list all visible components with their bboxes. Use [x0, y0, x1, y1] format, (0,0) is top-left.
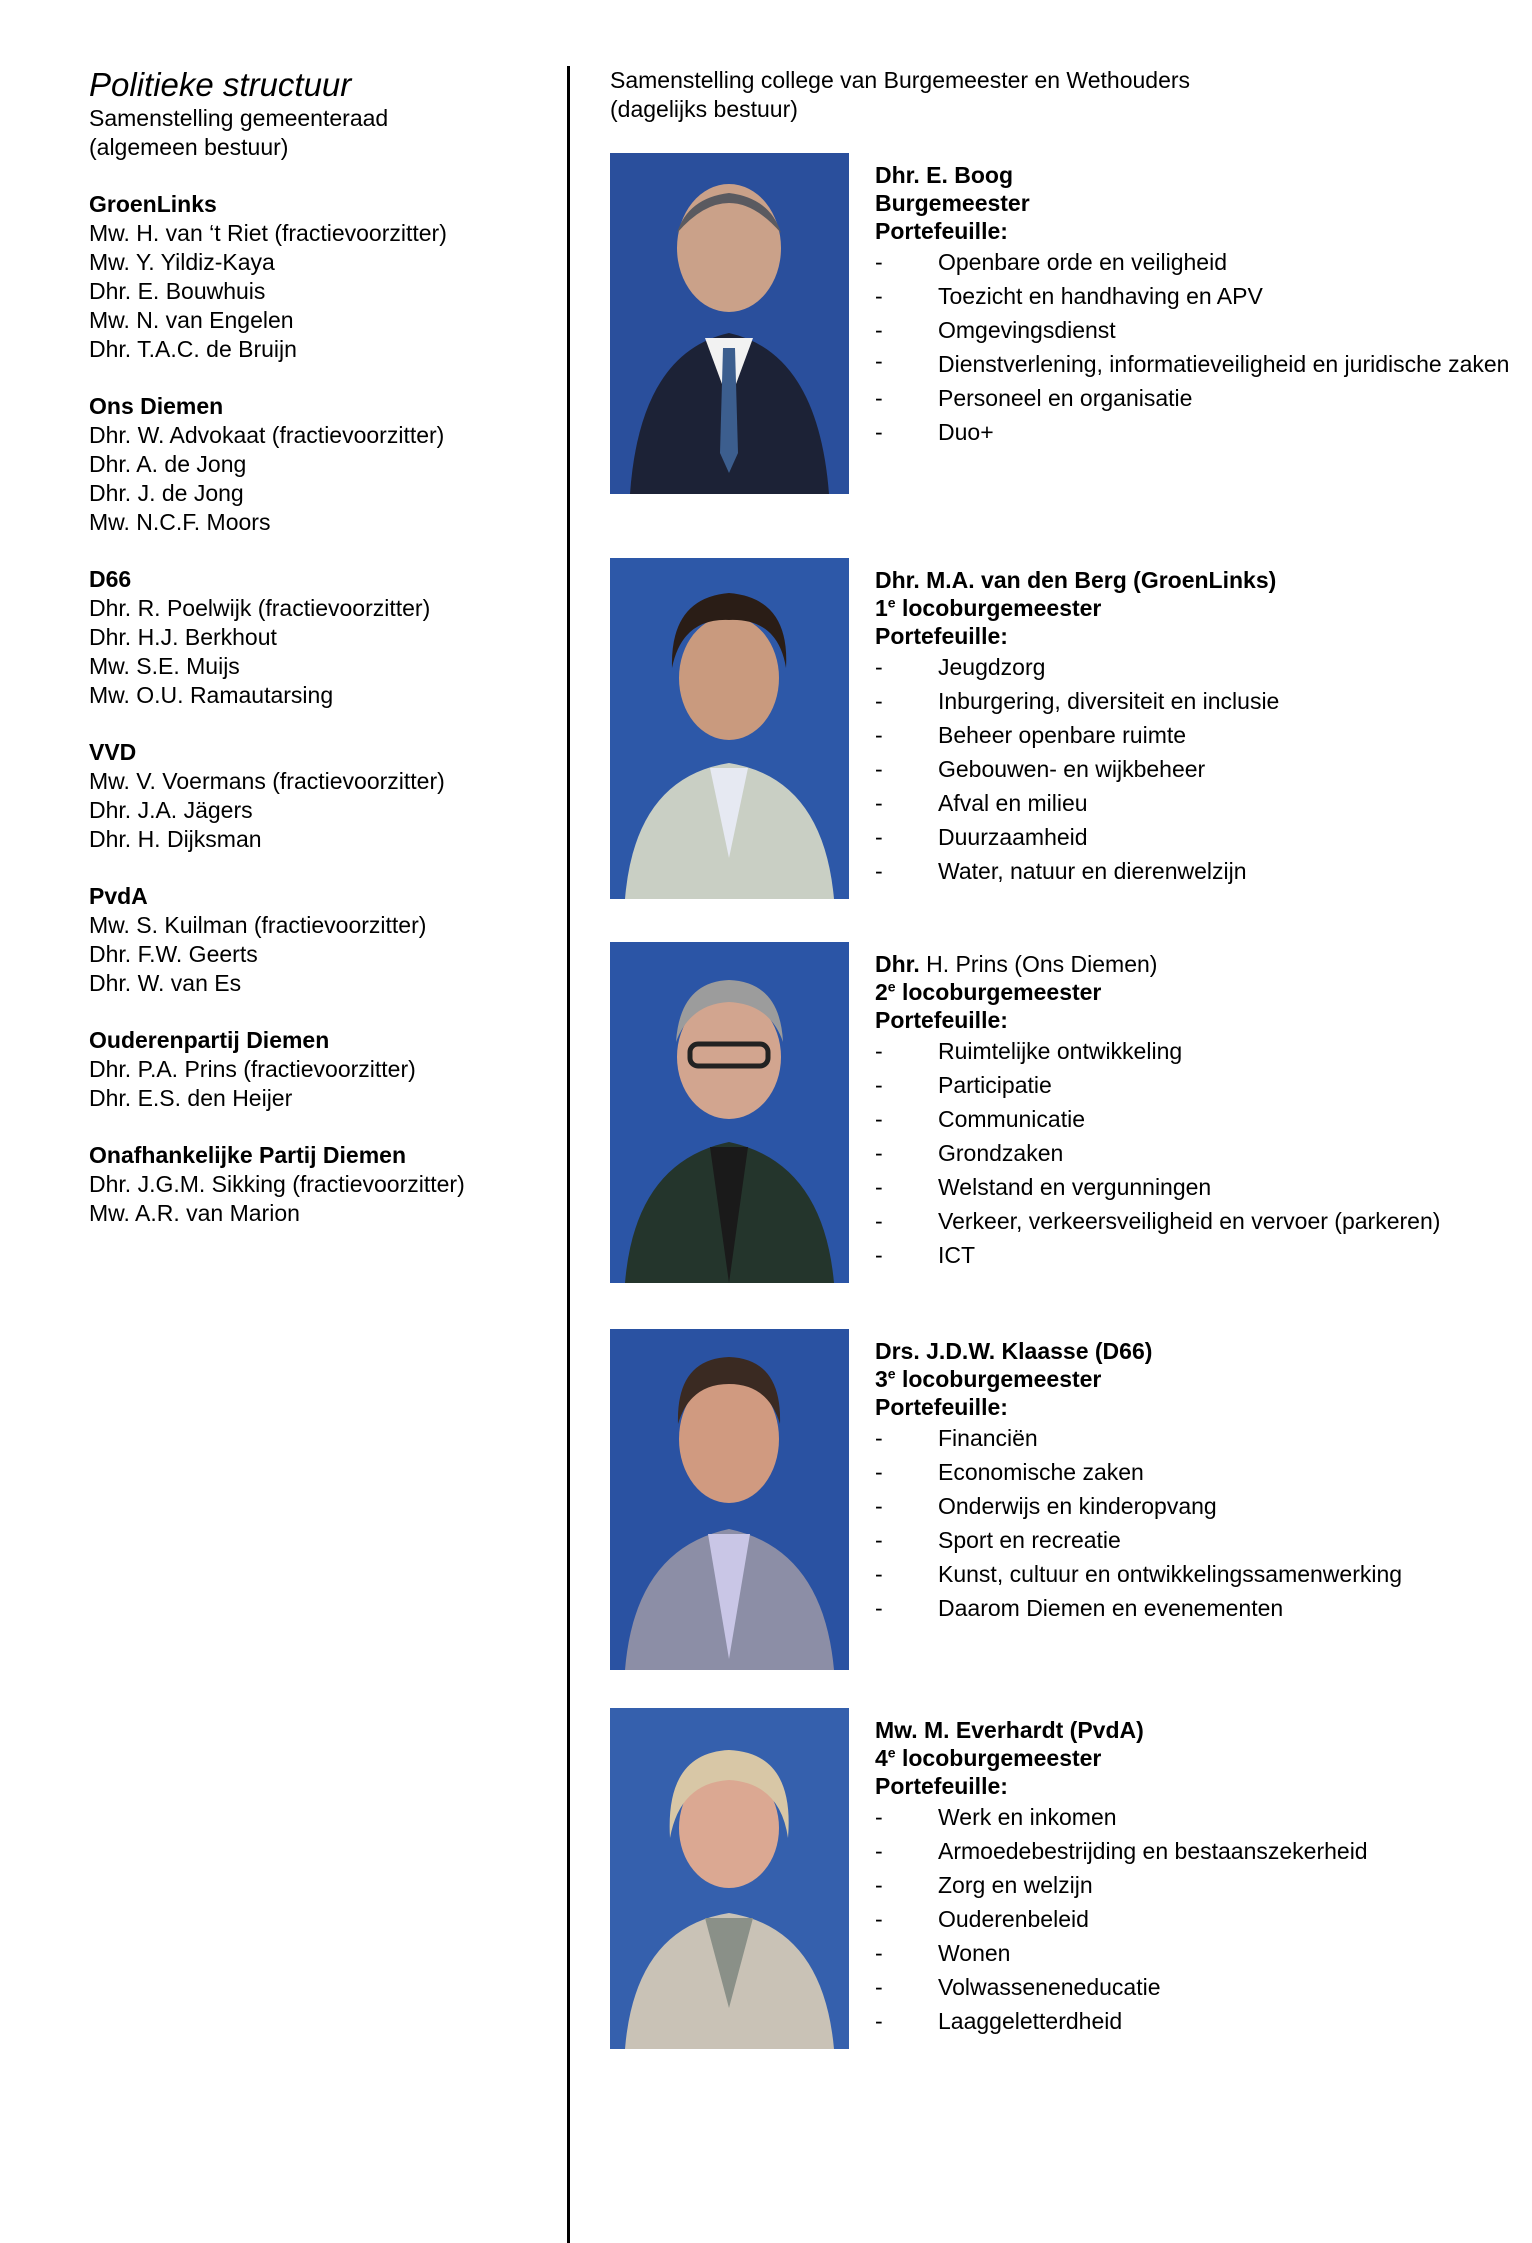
portfolio-item: - Werk en inkomen	[875, 1804, 1117, 1830]
party-pvda	[89, 882, 549, 998]
council-member: Dhr. T.A.C. de Bruijn	[89, 336, 297, 362]
council-member: Dhr. A. de Jong	[89, 451, 247, 477]
council-member: Mw. O.U. Ramautarsing	[89, 682, 334, 708]
portfolio-item: - Dienstverlening, informatieveiligheid en juridische zaken	[875, 348, 1510, 377]
portfolio-list	[875, 1800, 1515, 2038]
party-name: Onafhankelijke Partij Diemen	[89, 1142, 407, 1168]
portfolio-list	[875, 245, 1515, 449]
party-name: Ouderenpartij Diemen	[89, 1027, 330, 1053]
portfolio-item: - Welstand en vergunningen	[875, 1174, 1212, 1200]
portfolio-item: - Onderwijs en kinderopvang	[875, 1493, 1217, 1519]
portfolio-item: - Sport en recreatie	[875, 1527, 1121, 1553]
party-groenlinks	[89, 190, 549, 364]
council-member: Dhr. E.S. den Heijer	[89, 1085, 293, 1111]
portfolio-list	[875, 1034, 1515, 1272]
council-member: Mw. S. Kuilman (fractievoorzitter)	[89, 912, 427, 938]
page-title: Politieke structuur	[89, 66, 352, 103]
portfolio-item: - Daarom Diemen en evenementen	[875, 1595, 1284, 1621]
council-member: Mw. A.R. van Marion	[89, 1200, 300, 1226]
portfolio-list	[875, 650, 1515, 888]
council-member: Mw. N.C.F. Moors	[89, 509, 271, 535]
portfolio-item: - Zorg en welzijn	[875, 1872, 1093, 1898]
party-name: VVD	[89, 739, 137, 765]
portrait-photo	[610, 1708, 849, 2049]
portfolio-item: - Communicatie	[875, 1106, 1085, 1132]
member-name: Mw. M. Everhardt (PvdA)	[875, 1717, 1144, 1743]
portfolio-item: - Ruimtelijke ontwikkeling	[875, 1038, 1183, 1064]
council-member: Dhr. J. de Jong	[89, 480, 244, 506]
party-name: GroenLinks	[89, 191, 217, 217]
council-member: Dhr. E. Bouwhuis	[89, 278, 266, 304]
portfolio-item: - Wonen	[875, 1940, 1011, 1966]
party-onafhankelijke-partij-diemen	[89, 1141, 549, 1228]
portfolio-label: Portefeuille:	[875, 1773, 1008, 1799]
member-role: 3e locoburgemeester	[875, 1365, 1102, 1392]
portfolio-item: - Jeugdzorg	[875, 654, 1046, 680]
portfolio-item: - Volwasseneneducatie	[875, 1974, 1161, 2000]
portfolio-item: - Gebouwen- en wijkbeheer	[875, 756, 1206, 782]
member-role: 4e locoburgemeester	[875, 1744, 1102, 1771]
portfolio-item: - Laaggeletterdheid	[875, 2008, 1123, 2034]
portfolio-item: - Inburgering, diversiteit en inclusie	[875, 688, 1280, 714]
portfolio-item: - Personeel en organisatie	[875, 385, 1193, 411]
portfolio-item: - Verkeer, verkeersveiligheid en vervoer (parkeren)	[875, 1208, 1441, 1234]
portfolio-item: - Economische zaken	[875, 1459, 1144, 1485]
column-divider	[567, 66, 570, 2243]
party-name: Ons Diemen	[89, 393, 224, 419]
party-ons-diemen	[89, 392, 549, 537]
member-name: Dhr. E. Boog	[875, 162, 1013, 188]
council-member: Dhr. J.A. Jägers	[89, 797, 253, 823]
portfolio-item: - Duurzaamheid	[875, 824, 1088, 850]
portrait-photo	[610, 558, 849, 899]
member-name: Dhr. H. Prins (Ons Diemen)	[875, 951, 1158, 977]
party-ouderenpartij-diemen	[89, 1026, 549, 1113]
member-name: Dhr. M.A. van den Berg (GroenLinks)	[875, 567, 1277, 593]
council-subtitle-sub: (algemeen bestuur)	[89, 134, 289, 160]
member-info	[875, 950, 1515, 1272]
college-heading: Samenstelling college van Burgemeester en Wethouders	[610, 67, 1191, 93]
portfolio-item: - ICT	[875, 1242, 976, 1268]
portfolio-label: Portefeuille:	[875, 1394, 1008, 1420]
council-member: Mw. S.E. Muijs	[89, 653, 240, 679]
party-vvd	[89, 738, 549, 854]
council-member: Dhr. W. Advokaat (fractievoorzitter)	[89, 422, 445, 448]
party-d66	[89, 565, 549, 710]
council-member: Dhr. F.W. Geerts	[89, 941, 258, 967]
person-silhouette-icon	[610, 1329, 849, 1670]
member-role: Burgemeester	[875, 190, 1030, 216]
member-info	[875, 566, 1515, 888]
college-column	[610, 66, 1510, 124]
portfolio-item: - Beheer openbare ruimte	[875, 722, 1187, 748]
portfolio-item: - Armoedebestrijding en bestaanszekerheid	[875, 1838, 1368, 1864]
portrait-photo	[610, 1329, 849, 1670]
council-column	[89, 66, 549, 1228]
college-heading-sub: (dagelijks bestuur)	[610, 96, 798, 122]
member-info	[875, 1716, 1515, 2038]
council-member: Dhr. R. Poelwijk (fractievoorzitter)	[89, 595, 431, 621]
portfolio-item: - Omgevingsdienst	[875, 317, 1116, 343]
portfolio-item: - Water, natuur en dierenwelzijn	[875, 858, 1247, 884]
portrait-photo	[610, 153, 849, 494]
council-member: Mw. N. van Engelen	[89, 307, 294, 333]
council-member: Mw. Y. Yildiz-Kaya	[89, 249, 275, 275]
member-name: Drs. J.D.W. Klaasse (D66)	[875, 1338, 1153, 1364]
portfolio-item: - Afval en milieu	[875, 790, 1088, 816]
council-member: Dhr. P.A. Prins (fractievoorzitter)	[89, 1056, 416, 1082]
portfolio-item: - Duo+	[875, 419, 994, 445]
person-silhouette-icon	[610, 942, 849, 1283]
person-silhouette-icon	[610, 558, 849, 899]
portfolio-label: Portefeuille:	[875, 1007, 1008, 1033]
member-role: 2e locoburgemeester	[875, 978, 1102, 1005]
person-silhouette-icon	[610, 1708, 849, 2049]
council-member: Dhr. H. Dijksman	[89, 826, 262, 852]
portfolio-label: Portefeuille:	[875, 623, 1008, 649]
portfolio-item: - Financiën	[875, 1425, 1038, 1451]
member-info	[875, 1337, 1515, 1625]
portfolio-item: - Kunst, cultuur en ontwikkelingssamenwerking	[875, 1561, 1403, 1587]
council-member: Dhr. H.J. Berkhout	[89, 624, 277, 650]
portfolio-item: - Grondzaken	[875, 1140, 1064, 1166]
portfolio-item: - Toezicht en handhaving en APV	[875, 283, 1263, 309]
council-member: Dhr. W. van Es	[89, 970, 242, 996]
person-silhouette-icon	[610, 153, 849, 494]
portfolio-item: - Participatie	[875, 1072, 1052, 1098]
party-name: PvdA	[89, 883, 148, 909]
portfolio-item: - Ouderenbeleid	[875, 1906, 1089, 1932]
party-name: D66	[89, 566, 132, 592]
member-role: 1e locoburgemeester	[875, 594, 1102, 621]
portfolio-list	[875, 1421, 1515, 1625]
portfolio-item: - Openbare orde en veiligheid	[875, 249, 1227, 275]
council-subtitle: Samenstelling gemeenteraad	[89, 105, 389, 131]
portfolio-label: Portefeuille:	[875, 218, 1008, 244]
council-member: Mw. V. Voermans (fractievoorzitter)	[89, 768, 445, 794]
member-info	[875, 161, 1515, 449]
council-member: Dhr. J.G.M. Sikking (fractievoorzitter)	[89, 1171, 465, 1197]
council-member: Mw. H. van ‘t Riet (fractievoorzitter)	[89, 220, 447, 246]
portrait-photo	[610, 942, 849, 1283]
